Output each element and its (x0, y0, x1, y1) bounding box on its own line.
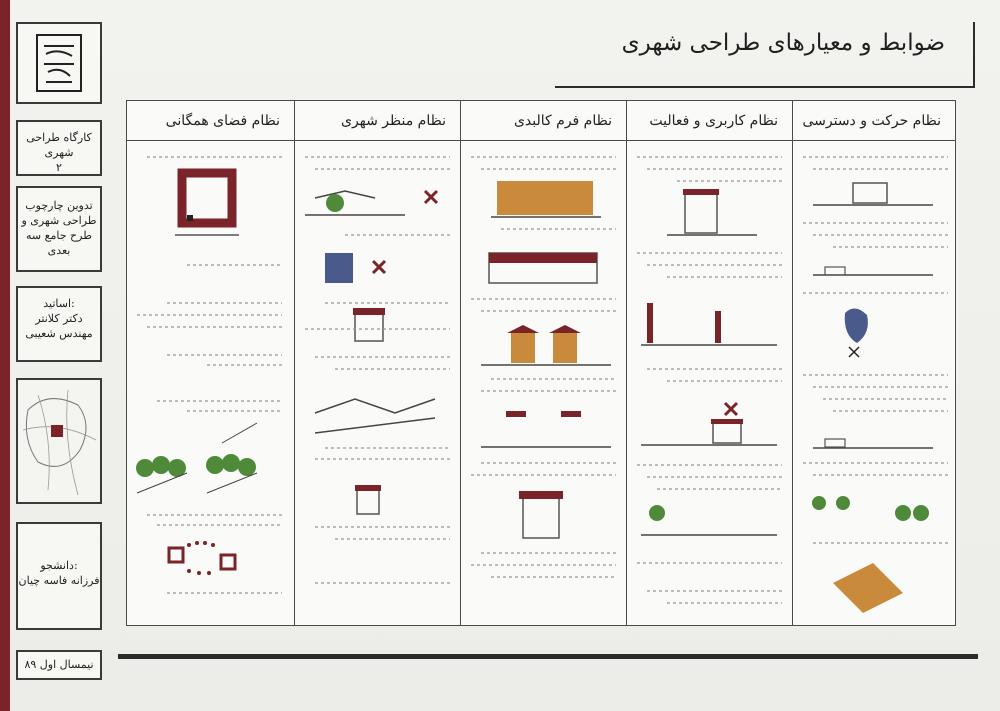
semester-label: نیمسال اول ۸۹ (24, 658, 94, 671)
column-header-urban-landscape: نظام منظر شهری (295, 101, 460, 141)
university-logo (36, 34, 82, 92)
column-public-space (127, 101, 294, 625)
student-label: دانشجو: (40, 559, 78, 572)
column-movement-access (792, 101, 955, 625)
subject-line-1: تدوین چارچوب (25, 199, 93, 212)
public-space-sketches (127, 143, 292, 623)
column-urban-landscape (294, 101, 460, 625)
site-map-icon (18, 380, 100, 502)
workshop-number: ۲ (56, 161, 62, 174)
semester-box (16, 650, 102, 680)
workshop-title: کارگاه طراحی شهری (26, 131, 92, 159)
column-land-use (626, 101, 792, 625)
student-box (16, 522, 102, 630)
calligraphy-logo-icon (38, 36, 80, 90)
instructor-2: مهندس شعیبی (25, 327, 93, 340)
page-title: ضوابط و معیارهای طراحی شهری (621, 30, 945, 56)
instructors-box (16, 286, 102, 362)
subject-box (16, 186, 102, 272)
column-header-land-use: نظام کاربری و فعالیت (627, 101, 792, 141)
site-map-box (16, 378, 102, 504)
column-header-movement-access: نظام حرکت و دسترسی (793, 101, 955, 141)
workshop-box (16, 120, 102, 176)
university-logo-box (16, 22, 102, 104)
left-accent-strip (0, 0, 10, 711)
physical-form-sketches (461, 143, 625, 623)
subject-line-3: طرح جامع سه بعدی (26, 229, 92, 257)
land-use-sketches (627, 143, 791, 623)
column-header-public-space: نظام فضای همگانی (127, 101, 294, 141)
instructors-label: اساتید: (43, 297, 75, 310)
instructor-1: دکتر کلانتر (35, 312, 83, 325)
subject-line-2: طراحی شهری و (21, 214, 97, 227)
movement-access-sketches (793, 143, 954, 623)
bottom-rule (118, 654, 978, 659)
urban-landscape-sketches (295, 143, 459, 623)
column-header-physical-form: نظام فرم کالبدی (461, 101, 626, 141)
student-name: فرزانه فاسه چیان (18, 574, 100, 587)
criteria-table (126, 100, 956, 626)
column-physical-form (460, 101, 626, 625)
